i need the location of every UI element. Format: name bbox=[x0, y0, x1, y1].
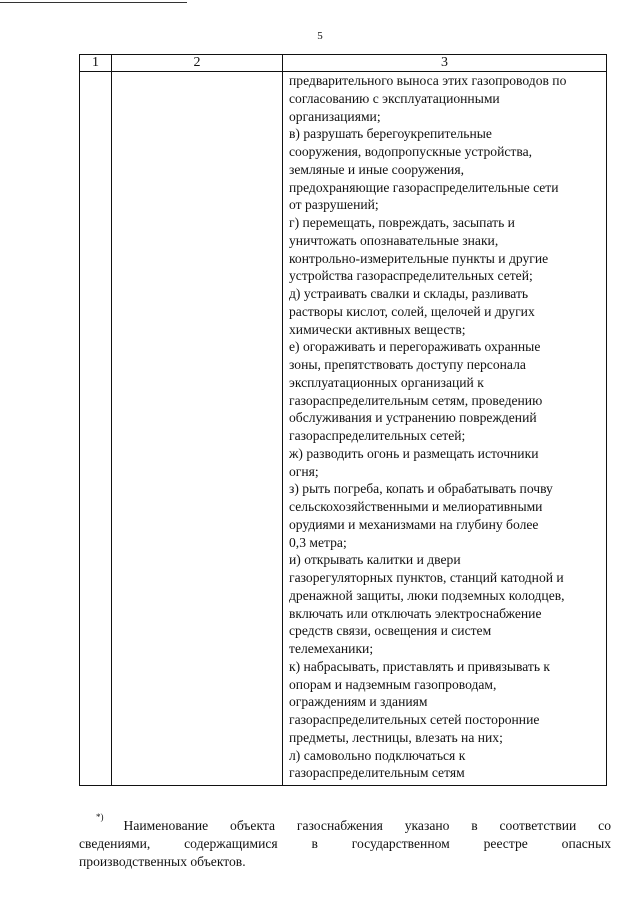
text-line: газораспределительных сетей посторонние bbox=[289, 712, 540, 727]
footnote-word: в bbox=[311, 836, 318, 851]
text-line: и) открывать калитки и двери bbox=[289, 552, 461, 568]
footnote-word: газоснабжения bbox=[296, 818, 383, 833]
text-line: зоны, препятствовать доступу персонала bbox=[289, 357, 526, 372]
prohibitions-text bbox=[283, 72, 606, 785]
footnote-word: соответствии bbox=[499, 818, 577, 833]
footnote bbox=[79, 812, 611, 871]
footnote-word: Наименование bbox=[123, 818, 209, 833]
text-line: л) самовольно подключаться к bbox=[289, 747, 466, 763]
top-rule bbox=[0, 2, 187, 3]
footnote-word: государственном bbox=[351, 836, 450, 851]
table-row bbox=[80, 72, 607, 786]
text-line: контрольно-измерительные пункты и другие bbox=[289, 250, 549, 266]
column-header-2: 2 bbox=[112, 55, 283, 72]
text-line: е) огораживать и перегораживать охранные bbox=[289, 339, 541, 355]
text-line: сельскохозяйственными и мелиоративными bbox=[289, 499, 543, 514]
text-line: опорам и надземным газопроводам, bbox=[289, 676, 497, 692]
text-line: обслуживания и устранению повреждений bbox=[289, 410, 537, 426]
text-line: орудиями и механизмами на глубину более bbox=[289, 516, 539, 532]
text-line: газораспределительным сетям bbox=[289, 765, 465, 781]
text-line: эксплуатационных организаций к bbox=[289, 374, 484, 390]
text-line: телемеханики; bbox=[289, 641, 374, 656]
text-line: 0,3 метра; bbox=[289, 534, 347, 550]
footnote-word: сведениями, bbox=[79, 836, 151, 851]
table-header-row bbox=[80, 55, 607, 72]
text-line: газораспределительным сетям, проведению bbox=[289, 392, 543, 408]
footnote-line-1 bbox=[79, 812, 611, 835]
text-line: д) устраивать свалки и склады, разливать bbox=[289, 286, 529, 301]
footnote-word: со bbox=[598, 818, 611, 833]
footnote-word: опасных bbox=[561, 836, 611, 851]
text-line: растворы кислот, солей, щелочей и других bbox=[289, 303, 535, 319]
text-line: химически активных веществ; bbox=[289, 321, 466, 337]
text-line: сооружения, водопропускные устройства, bbox=[289, 144, 533, 159]
text-line: предварительного выноса этих газопроводов по bbox=[289, 73, 567, 88]
text-line: з) рыть погреба, копать и обрабатывать почву bbox=[289, 481, 553, 497]
text-line: газораспределительных сетей; bbox=[289, 428, 466, 443]
text-line: ограждениям и зданиям bbox=[289, 694, 428, 710]
text-line: ж) разводить огонь и размещать источники bbox=[289, 445, 539, 461]
text-line: земляные и иные сооружения, bbox=[289, 161, 464, 177]
text-line: газорегуляторных пунктов, станций катодной и bbox=[289, 570, 564, 585]
footnote-mark: *) bbox=[96, 812, 104, 822]
table-cell-col1 bbox=[80, 72, 112, 786]
footnote-line-2 bbox=[79, 835, 611, 853]
table-cell-col2 bbox=[112, 72, 283, 786]
text-line: уничтожать опознавательные знаки, bbox=[289, 232, 499, 248]
text-line: в) разрушать берегоукрепительные bbox=[289, 126, 492, 142]
footnote-word: в bbox=[471, 818, 478, 833]
footnote-words bbox=[124, 817, 612, 835]
footnote-line-3: производственных объектов. bbox=[79, 854, 246, 869]
text-line: устройства газораспределительных сетей; bbox=[289, 268, 533, 284]
column-header-1: 1 bbox=[80, 55, 112, 72]
text-line: организациями; bbox=[289, 108, 381, 124]
text-line: дренажной защиты, люки подземных колодцев, bbox=[289, 587, 565, 603]
column-header-3: 3 bbox=[283, 55, 607, 72]
footnote-word: объекта bbox=[230, 818, 276, 833]
page-number: 5 bbox=[317, 30, 323, 42]
text-line: предохраняющие газораспределительные сети bbox=[289, 179, 559, 195]
text-line: г) перемещать, повреждать, засыпать и bbox=[289, 215, 515, 230]
document-table bbox=[79, 54, 607, 786]
text-line: от разрушений; bbox=[289, 197, 379, 213]
table-cell-col3 bbox=[283, 72, 607, 786]
footnote-word: реестре bbox=[483, 836, 528, 851]
text-line: к) набрасывать, приставлять и привязывать к bbox=[289, 658, 551, 674]
text-line: средств связи, освещения и систем bbox=[289, 623, 492, 639]
text-line: включать или отключать электроснабжение bbox=[289, 605, 542, 621]
footnote-word: указано bbox=[404, 818, 450, 833]
text-line: огня; bbox=[289, 463, 319, 479]
text-line: согласованию с эксплуатационными bbox=[289, 90, 500, 106]
footnote-word: содержащимися bbox=[184, 836, 278, 851]
text-line: предметы, лестницы, влезать на них; bbox=[289, 729, 503, 745]
